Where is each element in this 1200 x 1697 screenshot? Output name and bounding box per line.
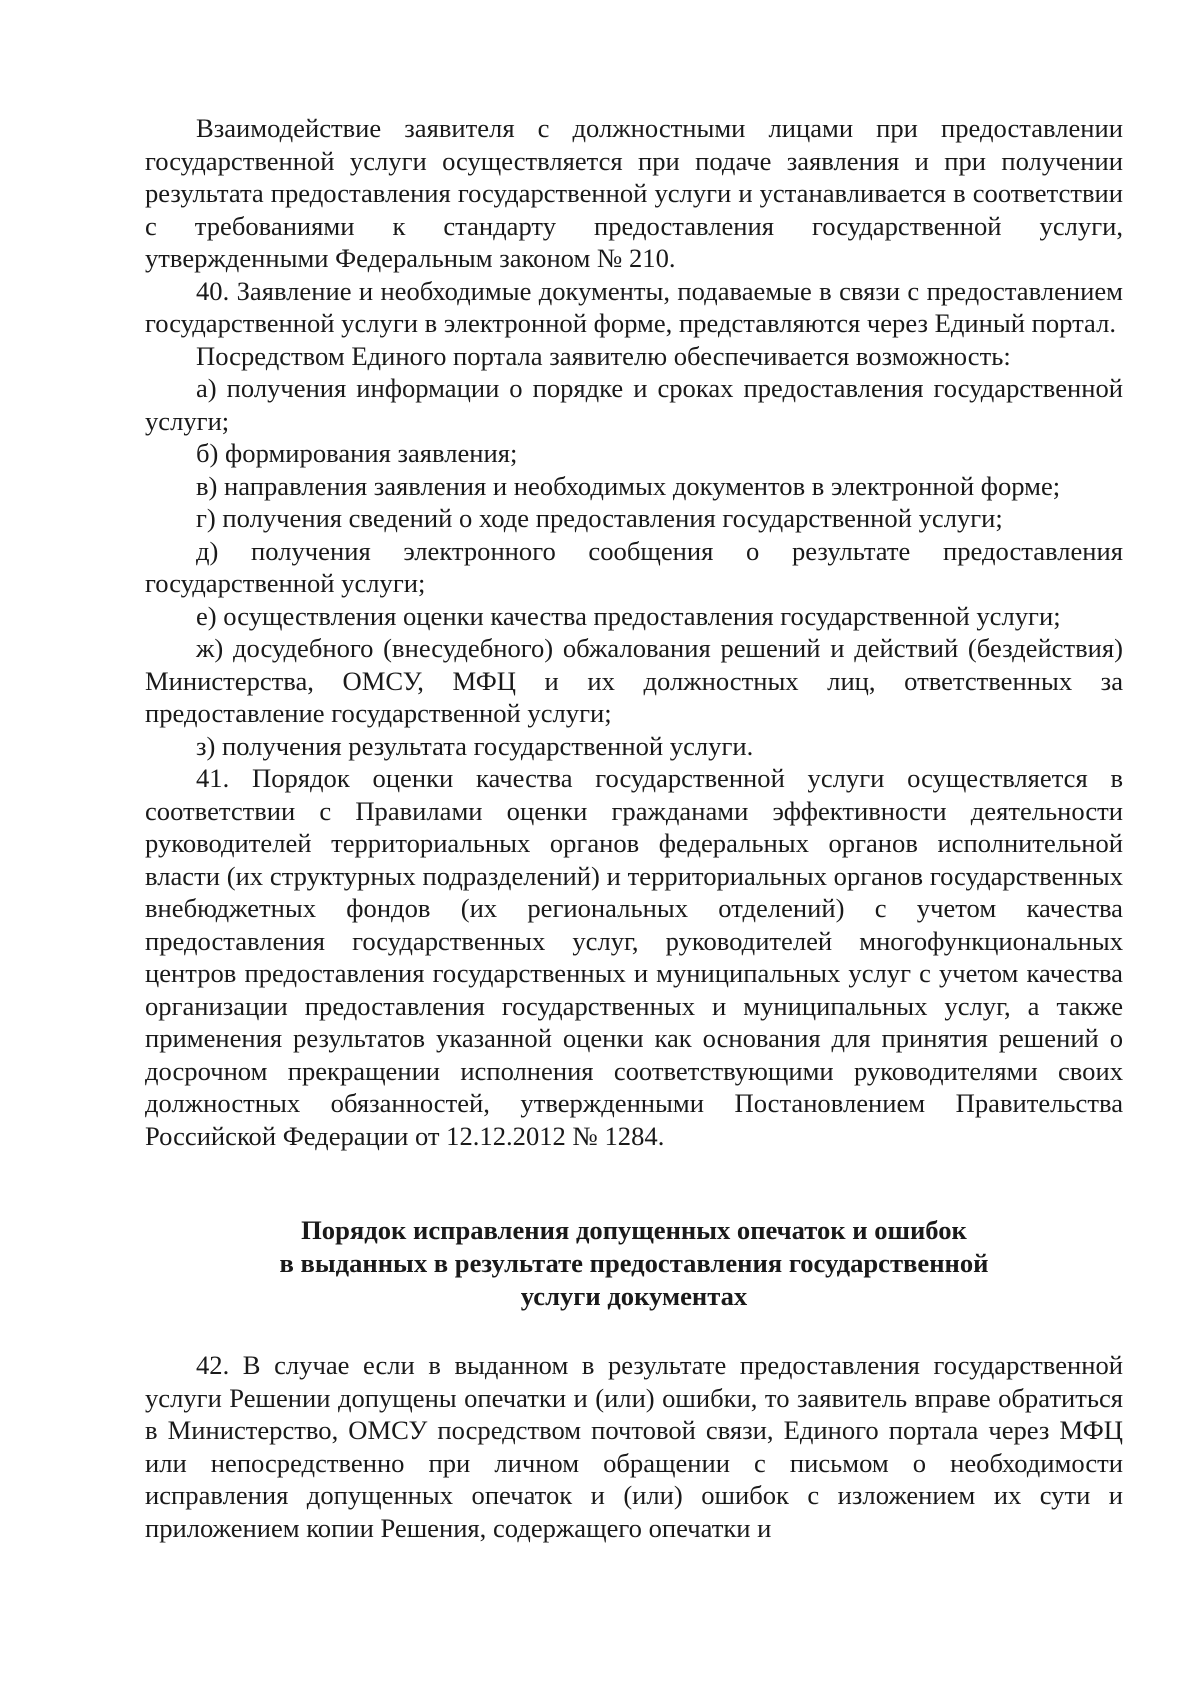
document-page xyxy=(145,112,1123,1544)
list-item-g: г) получения сведений о ходе предоставления государственной услуги; xyxy=(196,503,1003,533)
paragraph-portal-capabilities: Посредством Единого портала заявителю обеспечивается возможность: xyxy=(196,340,1011,371)
list-item-v: в) направления заявления и необходимых документов в электронной форме; xyxy=(196,470,1061,501)
list-item-d: д) получения электронного сообщения о результате предоставления государственной услуги; xyxy=(145,535,1123,598)
list-item-zh: ж) досудебного (внесудебного) обжалования решений и действий (бездействия) Министерства, ОМСУ, МФЦ и их должностных лиц, ответственных за предоставление государственной услуги; xyxy=(145,633,1123,728)
section-heading xyxy=(145,1214,1123,1313)
list-item-z: з) получения результата государственной услуги. xyxy=(196,730,754,761)
paragraph-interaction: Взаимодействие заявителя с должностными лицами при предоставлении государственной услуги осуществляется при подаче заявления и при получении результата предоставления государственной услуги и устанавливается в соответствии с требованиями к стандарту предоставления государственной услуги, утвержденными Федеральным законом № 210. xyxy=(145,113,1123,273)
section-heading-line-3: услуги документах xyxy=(520,1281,748,1311)
list-item-e: е) осуществления оценки качества предоставления государственной услуги; xyxy=(196,600,1061,631)
section-heading-line-2: в выданных в результате предоставления государственной xyxy=(279,1248,989,1278)
paragraph-42: 42. В случае если в выданном в результате предоставления государственной услуги Решении допущены опечатки и (или) ошибки, то заявитель вправе обратиться в Министерство, ОМСУ посредством почтовой связи, Единого портала через МФЦ или непосредственно при личном обращении с письмом о необходимости исправления допущенных опечаток и (или) ошибок с изложением их сути и приложением копии Решения, содержащего опечатки и xyxy=(145,1350,1123,1543)
paragraph-41: 41. Порядок оценки качества государственной услуги осуществляется в соответствии с Правилами оценки гражданами эффективности деятельности руководителей территориальных органов федеральных органов исполнительной власти (их структурных подразделений) и территориальных органов государственных внебюджетных фондов (их региональных отделений) с учетом качества предоставления государственных услуг, руководителей многофункциональных центров предоставления государственных и муниципальных услуг с учетом качества организации предоставления государственных и муниципальных услуг, а также применения результатов указанной оценки как основания для принятия решений о досрочном прекращении исполнения соответствующими руководителями своих должностных обязанностей, утвержденными Постановлением Правительства Российской Федерации от 12.12.2012 № 1284. xyxy=(145,763,1123,1151)
list-item-b: б) формирования заявления; xyxy=(196,438,518,468)
paragraph-40: 40. Заявление и необходимые документы, подаваемые в связи с предоставлением государственной услуги в электронной форме, представляются через Единый портал. xyxy=(145,275,1123,338)
list-item-a: а) получения информации о порядке и сроках предоставления государственной услуги; xyxy=(145,373,1123,436)
section-heading-line-1: Порядок исправления допущенных опечаток и ошибок xyxy=(301,1215,967,1245)
